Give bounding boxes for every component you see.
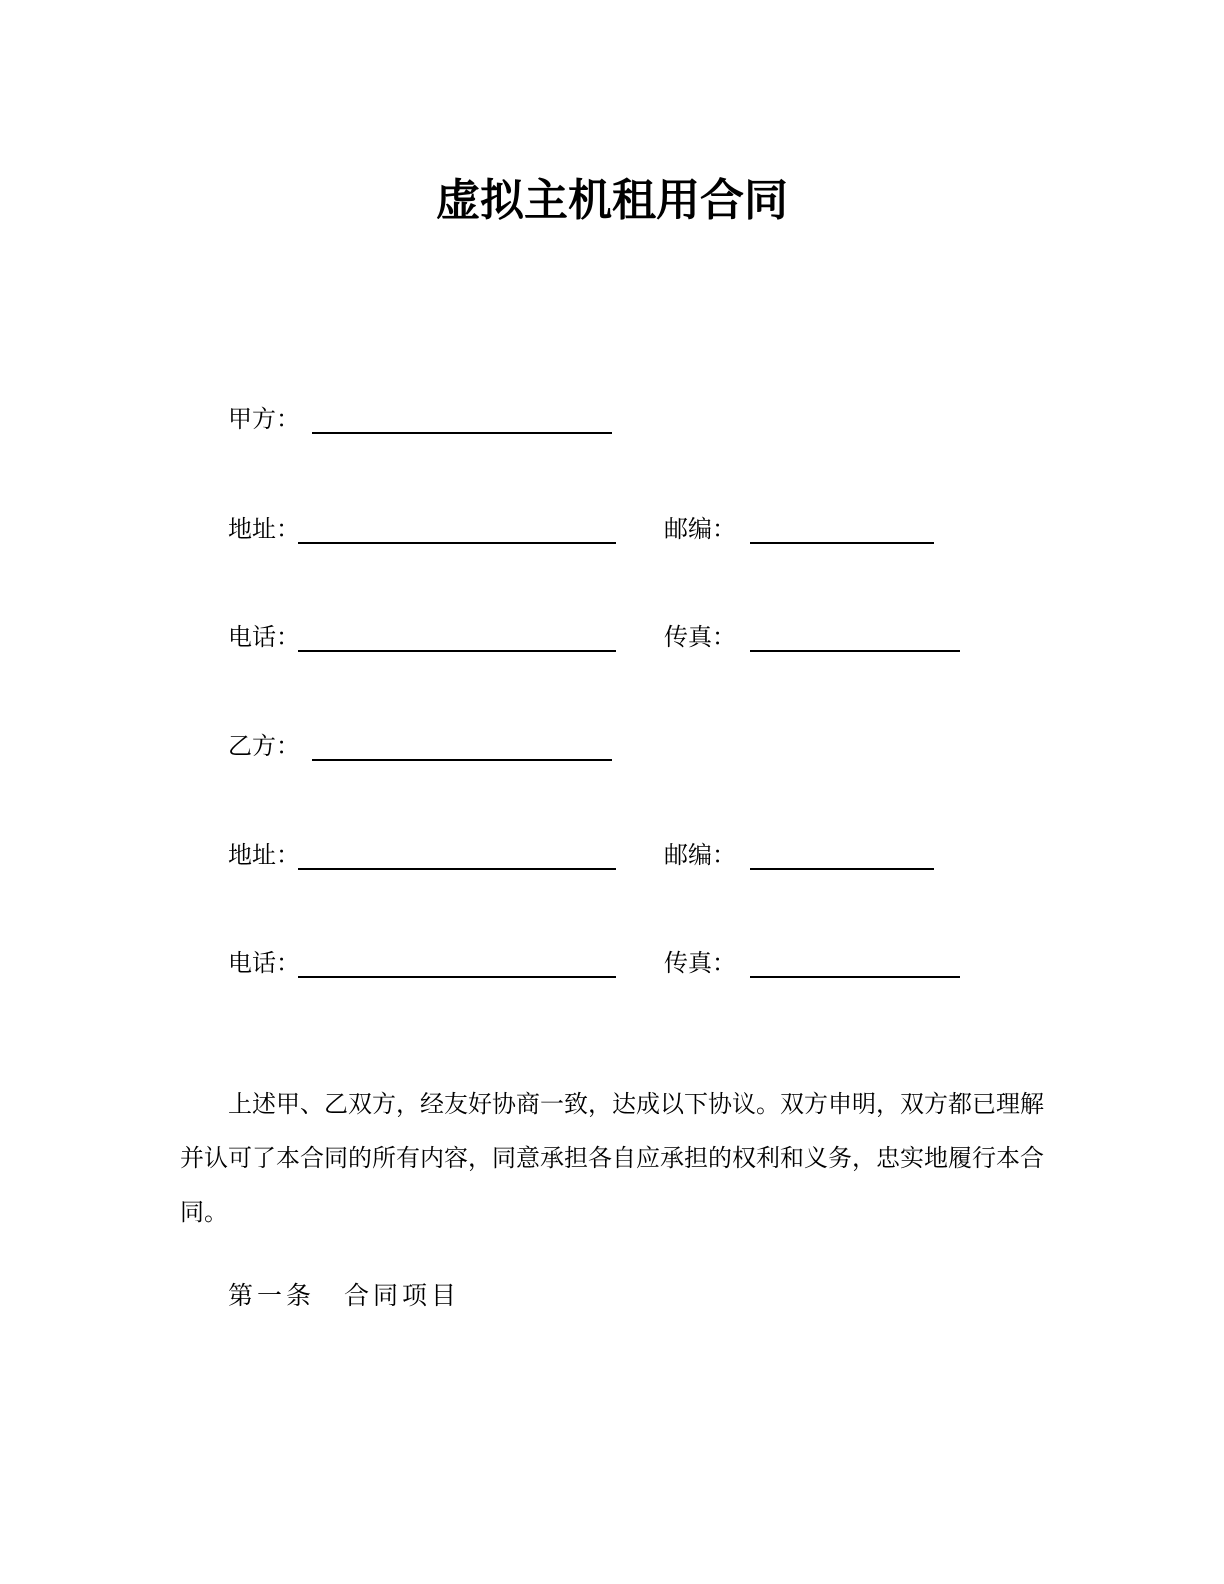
document-title: 虚拟主机租用合同 — [436, 176, 788, 226]
address-b-label: 地址： — [228, 843, 300, 869]
form-row-party-b — [228, 730, 1044, 764]
phone-a-fill-in-line[interactable] — [298, 650, 616, 652]
party-a-fill-in-line[interactable] — [312, 432, 612, 434]
zip-a-fill-in-line[interactable] — [750, 542, 934, 544]
phone-a-label: 电话： — [228, 625, 300, 651]
address-b-fill-in-line[interactable] — [298, 868, 616, 870]
agreement-paragraph: 上述甲、乙双方，经友好协商一致，达成以下协议。双方申明，双方都已理解并认可了本合同的所有内容，同意承担各自应承担的权利和义务，忠实地履行本合同。 — [180, 1092, 1044, 1226]
clause-1-heading: 第一条 合同项目 — [228, 1283, 461, 1310]
form-row-party-a — [228, 403, 1044, 437]
fax-a-label: 传真： — [664, 625, 736, 651]
fax-a-fill-in-line[interactable] — [750, 650, 960, 652]
form-row-address-b — [228, 839, 1044, 873]
form-row-phone-b — [228, 947, 1044, 981]
zip-a-label: 邮编： — [664, 517, 736, 543]
address-a-fill-in-line[interactable] — [298, 542, 616, 544]
fax-b-fill-in-line[interactable] — [750, 976, 960, 978]
phone-b-fill-in-line[interactable] — [298, 976, 616, 978]
form-row-address-a — [228, 513, 1044, 547]
party-a-label: 甲方： — [228, 407, 300, 433]
address-a-label: 地址： — [228, 517, 300, 543]
party-b-fill-in-line[interactable] — [312, 759, 612, 761]
zip-b-fill-in-line[interactable] — [750, 868, 934, 870]
form-row-phone-a — [228, 621, 1044, 655]
party-b-label: 乙方： — [228, 734, 300, 760]
phone-b-label: 电话： — [228, 951, 300, 977]
fax-b-label: 传真： — [664, 951, 736, 977]
zip-b-label: 邮编： — [664, 843, 736, 869]
